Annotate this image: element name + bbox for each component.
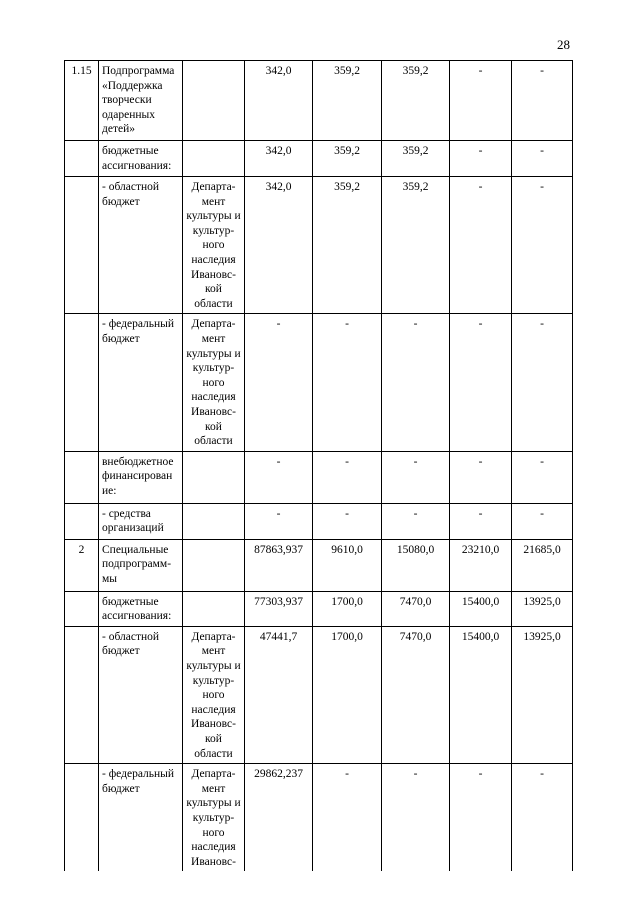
value-cell: - [245, 314, 313, 451]
executor-cell: Департа-мент культуры и культур-ного наследия Ивановс- [183, 764, 245, 872]
value-cell: 7470,0 [382, 591, 450, 626]
row-number-cell [65, 177, 99, 314]
value-cell: - [245, 451, 313, 503]
row-name-cell: бюджетные ассигнования: [99, 591, 183, 626]
value-cell: 15400,0 [450, 626, 512, 763]
value-cell: 342,0 [245, 141, 313, 177]
executor-cell [183, 451, 245, 503]
table-row [65, 314, 573, 451]
value-cell: 21685,0 [512, 539, 573, 591]
value-cell: - [450, 141, 512, 177]
value-cell: 13925,0 [512, 626, 573, 763]
executor-cell [183, 591, 245, 626]
value-cell: - [512, 177, 573, 314]
row-name-cell: Подпрограмма «Поддержка творчески одаренных детей» [99, 61, 183, 141]
budget-table [64, 60, 573, 871]
row-number-cell [65, 503, 99, 539]
value-cell: - [512, 503, 573, 539]
value-cell: 359,2 [382, 61, 450, 141]
executor-cell [183, 539, 245, 591]
table-row [65, 764, 573, 872]
row-name-cell: - областной бюджет [99, 177, 183, 314]
row-number-cell [65, 764, 99, 872]
row-number-cell: 2 [65, 539, 99, 591]
row-name-cell: - средства организаций [99, 503, 183, 539]
value-cell: - [382, 764, 450, 872]
row-number-cell [65, 626, 99, 763]
row-number-cell [65, 141, 99, 177]
table-row [65, 539, 573, 591]
row-number-cell: 1.15 [65, 61, 99, 141]
value-cell: 1700,0 [313, 591, 382, 626]
value-cell: - [450, 61, 512, 141]
value-cell: 13925,0 [512, 591, 573, 626]
executor-cell [183, 61, 245, 141]
row-number-cell [65, 314, 99, 451]
value-cell: 15080,0 [382, 539, 450, 591]
value-cell: - [450, 451, 512, 503]
table-row [65, 61, 573, 141]
value-cell: 359,2 [313, 141, 382, 177]
value-cell: - [512, 314, 573, 451]
executor-cell [183, 141, 245, 177]
table-row [65, 626, 573, 763]
value-cell: - [512, 61, 573, 141]
value-cell: - [450, 314, 512, 451]
row-number-cell [65, 591, 99, 626]
value-cell: 9610,0 [313, 539, 382, 591]
value-cell: 1700,0 [313, 626, 382, 763]
table-body [65, 61, 573, 872]
value-cell: - [512, 141, 573, 177]
value-cell: - [450, 177, 512, 314]
table-row [65, 177, 573, 314]
page-number: 28 [557, 37, 570, 52]
value-cell: - [450, 764, 512, 872]
value-cell: 7470,0 [382, 626, 450, 763]
table-row [65, 451, 573, 503]
value-cell: 87863,937 [245, 539, 313, 591]
value-cell: - [313, 314, 382, 451]
value-cell: 47441,7 [245, 626, 313, 763]
row-name-cell: внебюджетное финансирован ие: [99, 451, 183, 503]
value-cell: 359,2 [382, 177, 450, 314]
value-cell: - [382, 314, 450, 451]
value-cell: 359,2 [313, 61, 382, 141]
value-cell: - [512, 764, 573, 872]
value-cell: 77303,937 [245, 591, 313, 626]
row-name-cell: - областной бюджет [99, 626, 183, 763]
row-number-cell [65, 451, 99, 503]
executor-cell: Департа-мент культуры и культур-ного наследия Ивановс-кой области [183, 177, 245, 314]
value-cell: - [382, 451, 450, 503]
value-cell: - [450, 503, 512, 539]
table-row [65, 591, 573, 626]
executor-cell: Департа-мент культуры и культур-ного наследия Ивановс-кой области [183, 314, 245, 451]
row-name-cell: бюджетные ассигнования: [99, 141, 183, 177]
value-cell: - [245, 503, 313, 539]
row-name-cell: Специальные подпрограмм-мы [99, 539, 183, 591]
value-cell: 23210,0 [450, 539, 512, 591]
value-cell: - [313, 503, 382, 539]
value-cell: 359,2 [382, 141, 450, 177]
value-cell: - [313, 764, 382, 872]
value-cell: - [313, 451, 382, 503]
value-cell: 342,0 [245, 177, 313, 314]
value-cell: - [382, 503, 450, 539]
executor-cell: Департа-мент культуры и культур-ного наследия Ивановс-кой области [183, 626, 245, 763]
row-name-cell: - федеральный бюджет [99, 314, 183, 451]
table-row [65, 141, 573, 177]
value-cell: 29862,237 [245, 764, 313, 872]
table-row [65, 503, 573, 539]
value-cell: 342,0 [245, 61, 313, 141]
executor-cell [183, 503, 245, 539]
row-name-cell: - федеральный бюджет [99, 764, 183, 872]
value-cell: 15400,0 [450, 591, 512, 626]
value-cell: 359,2 [313, 177, 382, 314]
value-cell: - [512, 451, 573, 503]
